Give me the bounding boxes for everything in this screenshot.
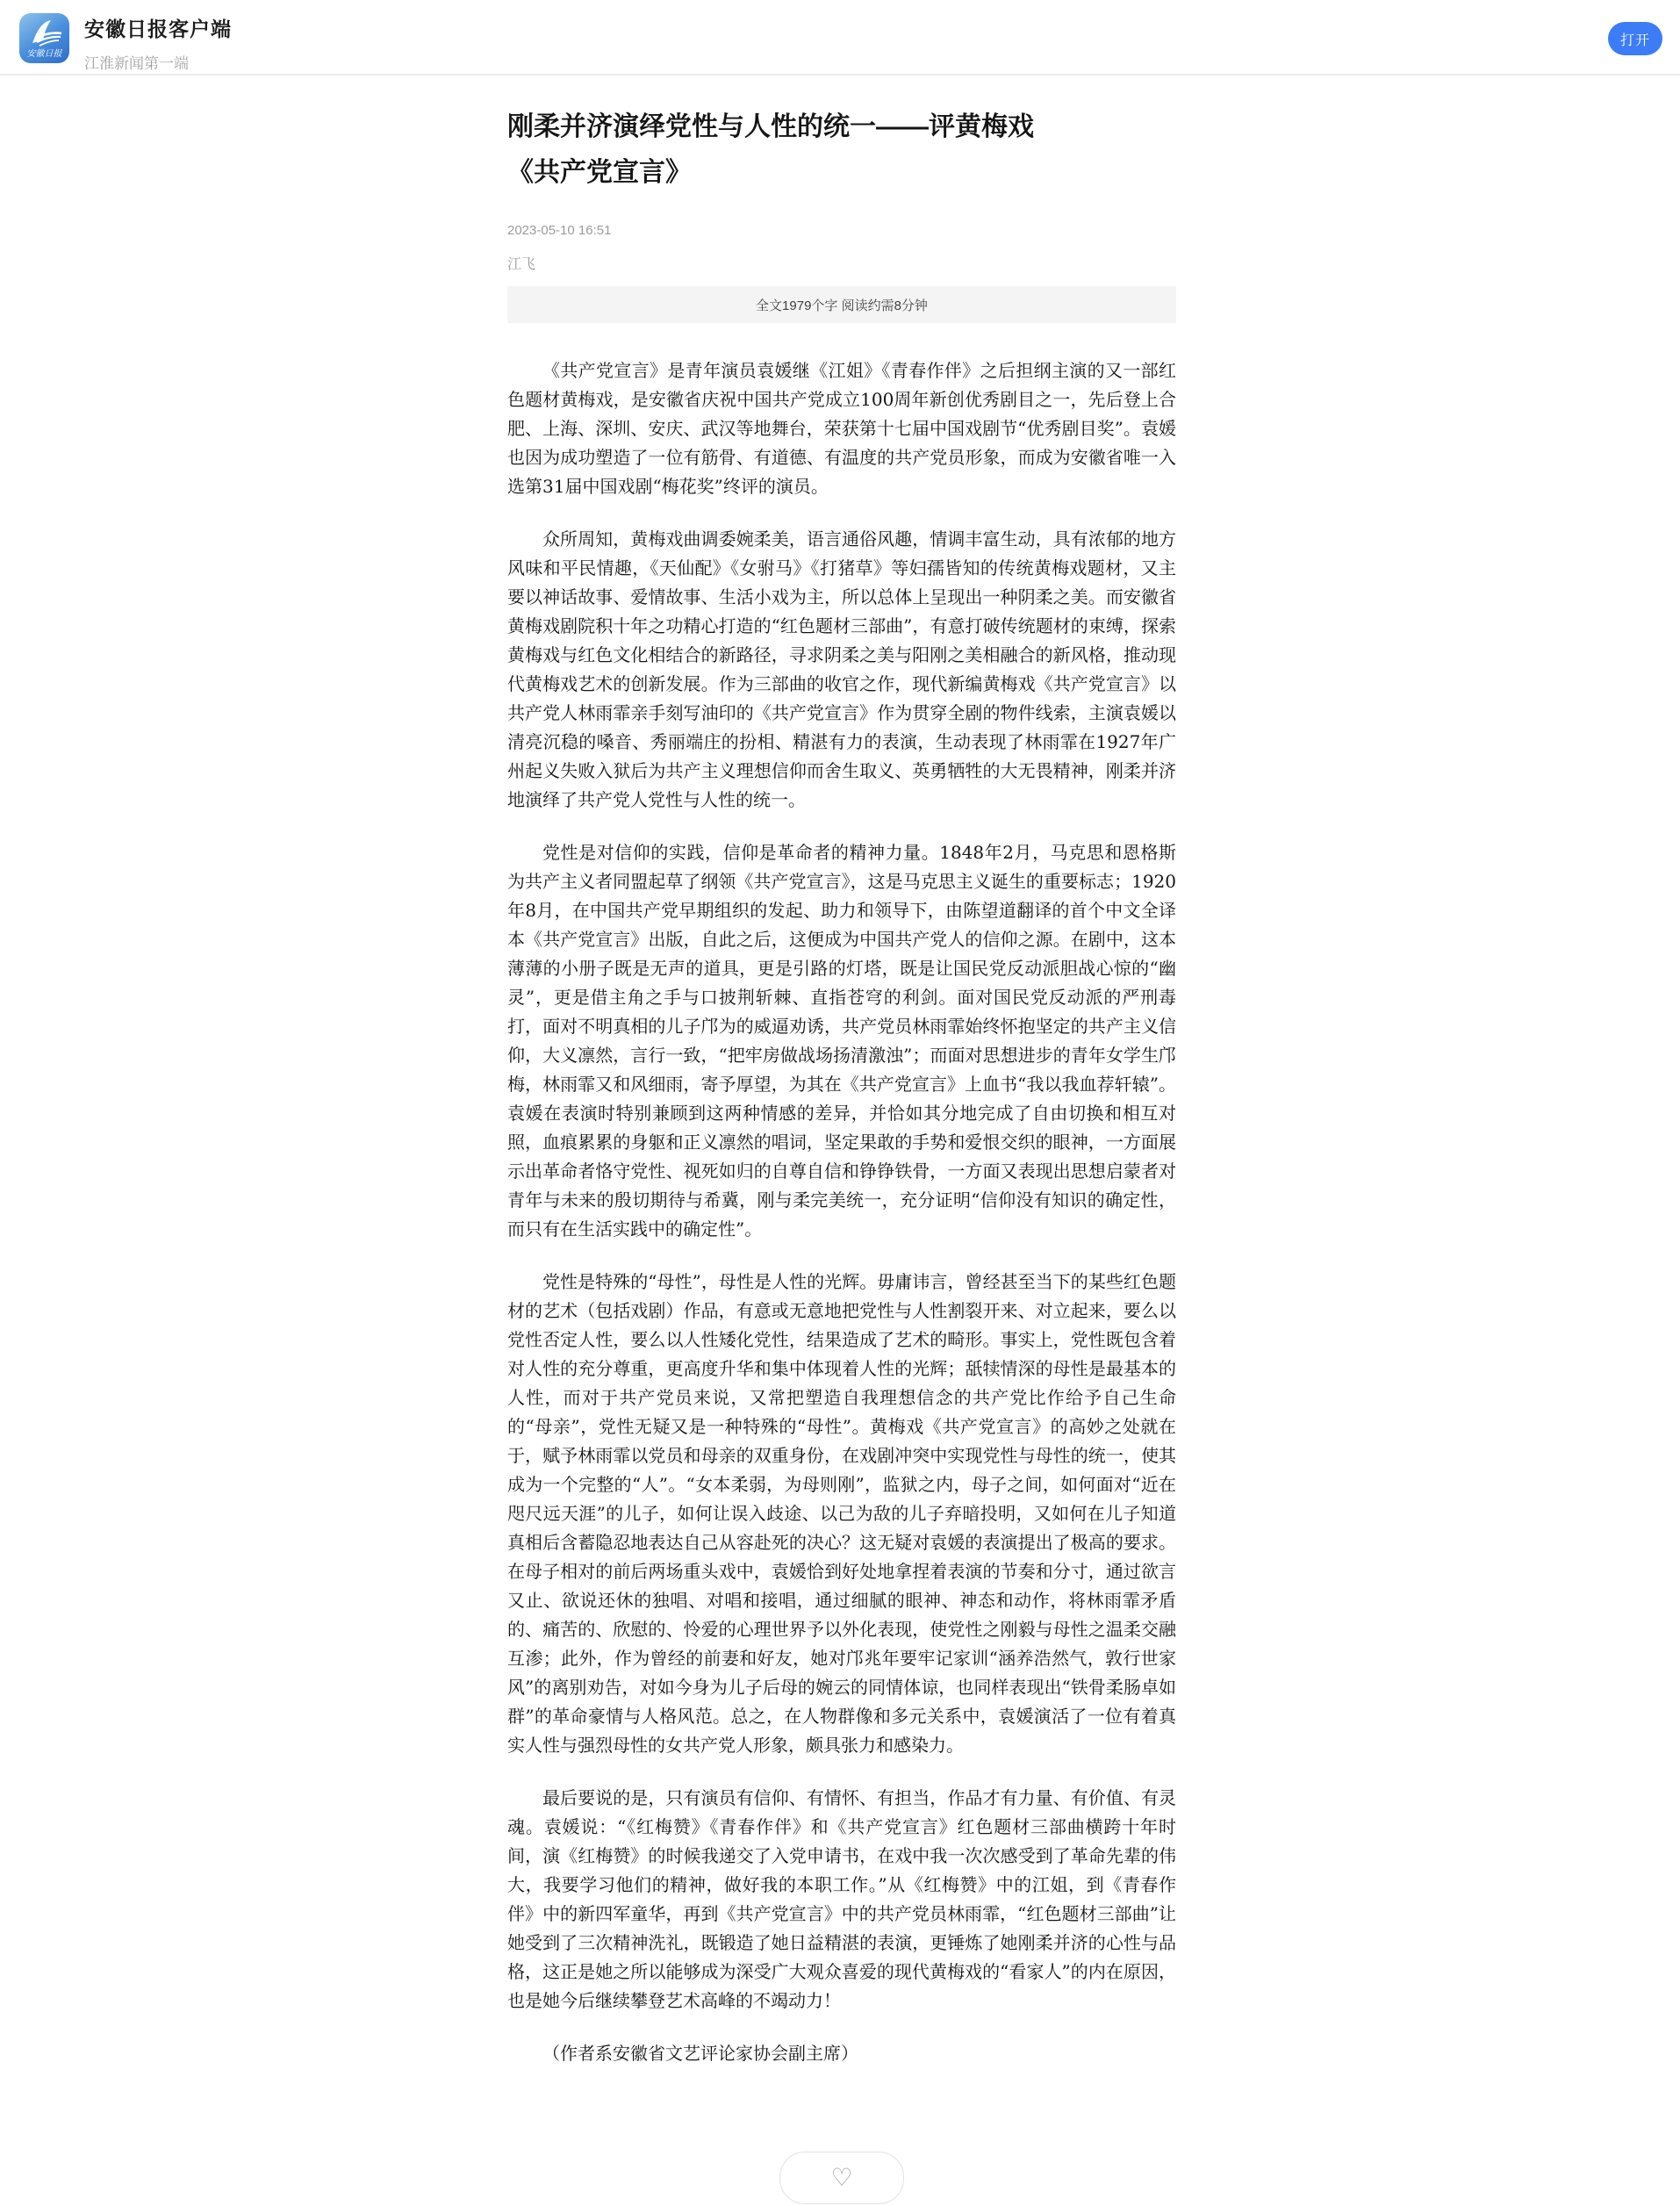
open-app-button[interactable]: 打开: [1608, 22, 1662, 55]
author-name: 江飞: [507, 257, 536, 272]
article-body: [507, 356, 1176, 2016]
article-title-line1: 刚柔并济演绎党性与人性的统一——评黄梅戏: [507, 112, 1034, 141]
word-count-text: 全文1979个字 阅读约需8分钟: [756, 298, 928, 313]
app-subtitle: 江淮新闻第一端: [84, 55, 189, 72]
app-titles: [84, 13, 232, 73]
heart-outline-icon: ♡: [830, 2163, 853, 2192]
app-name: 安徽日报客户端: [84, 18, 232, 40]
article-title-line2: 《共产党宣言》: [507, 158, 692, 187]
article-paragraph: 党性是对信仰的实践，信仰是革命者的精神力量。1848年2月，马克思和恩格斯为共产主义者同盟起草了纲领《共产党宣言》，这是马克思主义诞生的重要标志；1920年8月，在中国共产党早期组织的发起、助力和领导下，由陈望道翻译的首个中文全译本《共产党宣言》出版，自此之后，这便成为中国共产党人的信仰之源。在剧中，这本薄薄的小册子既是无声的道具，更是引路的灯塔，既是让国民党反动派胆战心惊的“幽灵”，更是借主角之手与口披荆斩棘、直指苍穹的利剑。面对国民党反动派的严刑毒打，面对不明真相的儿子邝为的威逼劝诱，共产党员林雨霏始终怀抱坚定的共产主义信仰，大义凛然，言行一致，“把牢房做战场扬清激浊”；而面对思想进步的青年女学生邝梅，林雨霏又和风细雨，寄予厚望，为其在《共产党宣言》上血书“我以我血荐轩辕”。袁媛在表演时特别兼顾到这两种情感的差异，并恰如其分地完成了自由切换和相互对照，血痕累累的身躯和正义凛然的唱词，坚定果敢的手势和爱恨交织的眼神，一方面展示出革命者恪守党性、视死如归的自尊自信和铮铮铁骨，一方面又表现出思想启蒙者对青年与未来的殷切期待与希冀，刚与柔完美统一，充分证明“信仰没有知识的确定性，而只有在生活实践中的确定性”。: [507, 842, 1176, 1240]
article-paragraph: 最后要说的是，只有演员有信仰、有情怀、有担当，作品才有力量、有价值、有灵魂。袁媛说：“《红梅赞》《青春作伴》和《共产党宣言》红色题材三部曲横跨十年时间，演《红梅赞》的时候我递交了入党申请书，在戏中我一次次感受到了革命先辈的伟大，我要学习他们的精神，做好我的本职工作。”从《红梅赞》中的江姐，到《青春作伴》中的新四军童华，再到《共产党宣言》中的共产党员林雨霏，“红色题材三部曲”让她受到了三次精神洗礼，既锻造了她日益精湛的表演，更锤炼了她刚柔并济的心性与品格，这正是她之所以能够成为深受广大观众喜爱的现代黄梅戏的“看家人”的内在原因，也是她今后继续攀登艺术高峰的不竭动力！: [507, 1787, 1176, 2011]
author-note: （作者系安徽省文艺评论家协会副主席）: [542, 2043, 858, 2064]
app-logo: [19, 13, 69, 63]
word-count-bar: [507, 286, 1176, 323]
publish-time: 2023-05-10 16:51: [507, 223, 612, 238]
article-paragraph: 众所周知，黄梅戏曲调委婉柔美，语言通俗风趣，情调丰富生动，具有浓郁的地方风味和平民情趣，《天仙配》《女驸马》《打猪草》等妇孺皆知的传统黄梅戏题材，又主要以神话故事、爱情故事、生活小戏为主，所以总体上呈现出一种阴柔之美。而安徽省黄梅戏剧院积十年之功精心打造的“红色题材三部曲”，有意打破传统题材的束缚，探索黄梅戏与红色文化相结合的新路径，寻求阴柔之美与阳刚之美相融合的新风格，推动现代黄梅戏艺术的创新发展。作为三部曲的收官之作，现代新编黄梅戏《共产党宣言》以共产党人林雨霏亲手刻写油印的《共产党宣言》作为贯穿全剧的物件线索，主演袁媛以清亮沉稳的嗓音、秀丽端庄的扮相、精湛有力的表演，生动表现了林雨霏在1927年广州起义失败入狱后为共产主义理想信仰而舍生取义、英勇牺牲的大无畏精神，刚柔并济地演绎了共产党人党性与人性的统一。: [507, 528, 1176, 810]
like-button[interactable]: [779, 2152, 904, 2204]
article-paragraph: 党性是特殊的“母性”，母性是人性的光辉。毋庸讳言，曾经甚至当下的某些红色题材的艺术（包括戏剧）作品，有意或无意地把党性与人性割裂开来、对立起来，要么以党性否定人性，要么以人性矮化党性，结果造成了艺术的畸形。事实上，党性既包含着对人性的充分尊重，更高度升华和集中体现着人性的光辉；舐犊情深的母性是最基本的人性，而对于共产党员来说，又常把塑造自我理想信念的共产党比作给予自己生命的“母亲”，党性无疑又是一种特殊的“母性”。黄梅戏《共产党宣言》的高妙之处就在于，赋予林雨霏以党员和母亲的双重身份，在戏剧冲突中实现党性与母性的统一，使其成为一个完整的“人”。“女本柔弱，为母则刚”，监狱之内，母子之间，如何面对“近在咫尺远天涯”的儿子，如何让误入歧途、以己为敌的儿子弃暗投明，又如何在儿子知道真相后含蓄隐忍地表达自己从容赴死的决心？这无疑对袁媛的表演提出了极高的要求。在母子相对的前后两场重头戏中，袁媛恰到好处地拿捏着表演的节奏和分寸，通过欲言又止、欲说还休的独唱、对唱和接唱，通过细腻的眼神、神态和动作，将林雨霏矛盾的、痛苦的、欣慰的、怜爱的心理世界予以外化表现，使党性之刚毅与母性之温柔交融互渗；此外，作为曾经的前妻和好友，她对邝兆年要牢记家训“涵养浩然气，敦行世家风”的离别劝告，对如今身为儿子后母的婉云的同情体谅，也同样表现出“铁骨柔肠卓如群”的革命豪情与人格风范。总之，在人物群像和多元关系中，袁媛演活了一位有着真实人性与强烈母性的女共产党人形象，颇具张力和感染力。: [507, 1271, 1176, 1756]
article-content: [507, 104, 1176, 2204]
article-title: [507, 104, 1176, 196]
app-header: [0, 0, 1680, 75]
article-paragraph: 《共产党宣言》是青年演员袁媛继《江姐》《青春作伴》之后担纲主演的又一部红色题材黄梅戏，是安徽省庆祝中国共产党成立100周年新创优秀剧目之一，先后登上合肥、上海、深圳、安庆、武汉等地舞台，荣获第十七届中国戏剧节“优秀剧目奖”。袁媛也因为成功塑造了一位有筋骨、有道德、有温度的共产党员形象，而成为安徽省唯一入选第31届中国戏剧“梅花奖”终评的演员。: [507, 360, 1176, 497]
svg-text:安徽日报: 安徽日报: [26, 49, 62, 59]
anhui-daily-logo-icon: [19, 13, 69, 63]
